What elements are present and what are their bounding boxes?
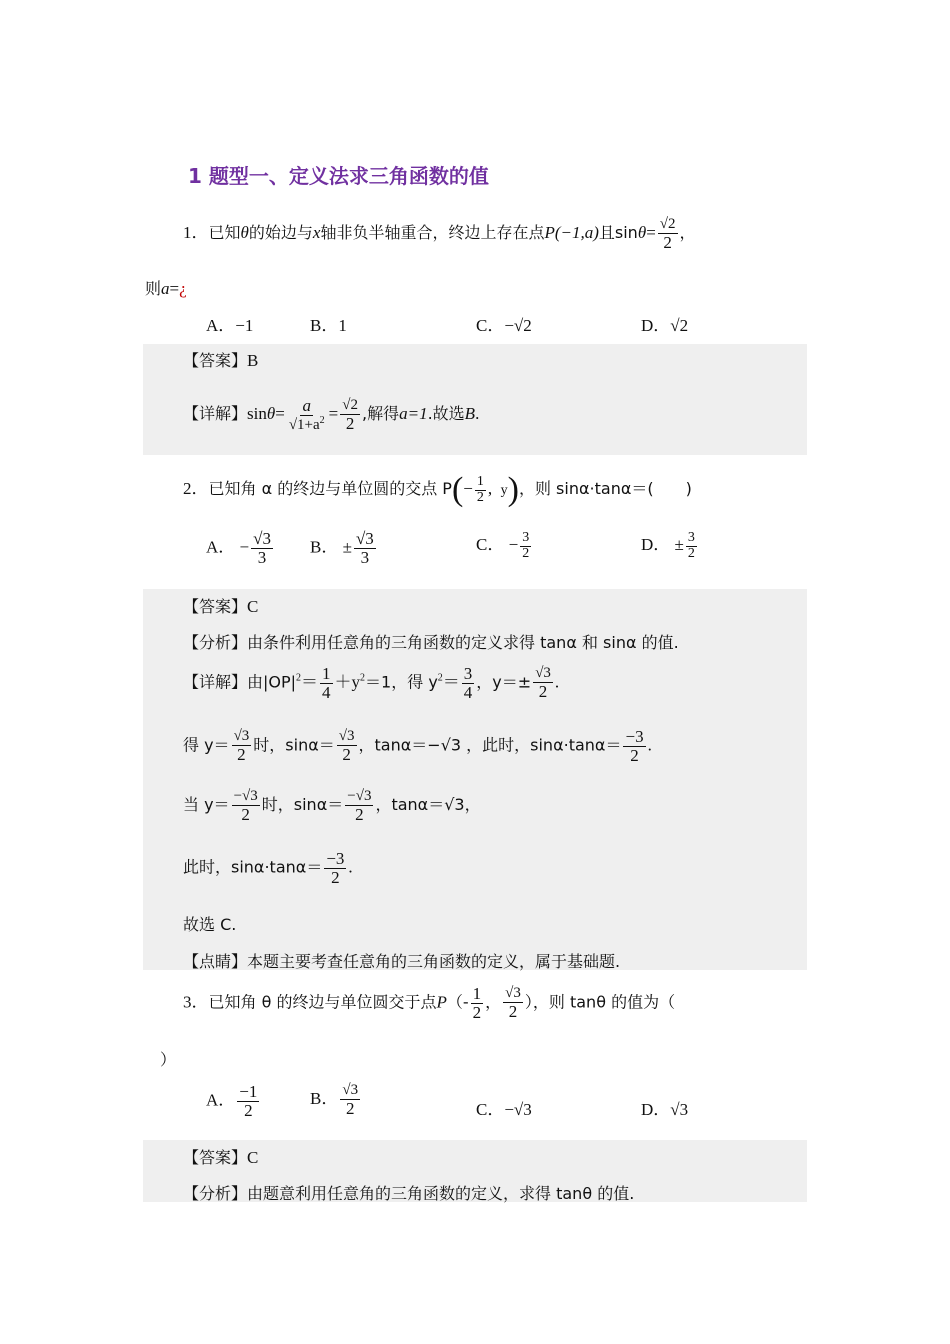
choice-text: −√2 [504, 316, 532, 335]
choice-label: C． [476, 316, 505, 335]
exponent: 2 [319, 414, 325, 426]
frac-num: 3 [687, 529, 695, 545]
q3-stem-close [160, 1047, 176, 1070]
detail-fraction [320, 665, 333, 702]
q3-choice-c [476, 1095, 532, 1120]
choice-sign: − [508, 535, 519, 554]
q1-point: P(−1,a) [544, 223, 599, 243]
q2-detail-line5 [183, 912, 236, 935]
frac-num: −1 [239, 1082, 258, 1101]
choice-label: D． [641, 1100, 671, 1119]
q3-fraction [471, 985, 484, 1022]
q3-text: （- [446, 992, 469, 1012]
frac-num: 1 [472, 984, 482, 1003]
detail-text: ＋y [334, 672, 361, 692]
q1-detail-fraction [287, 397, 327, 434]
q2-point-minus: − [463, 478, 473, 498]
choice-text: −1 [235, 316, 254, 335]
frac-num: √3 [505, 985, 521, 1002]
q3-analysis [183, 1181, 634, 1204]
q3-choice-b [310, 1083, 362, 1118]
frac-den: 2 [472, 1002, 482, 1022]
frac-den: 4 [322, 682, 331, 702]
choice-label: B． [310, 316, 339, 335]
q1-detail-result: a=1 [399, 404, 428, 424]
q2-answer [183, 594, 258, 617]
frac-den: 2 [331, 867, 340, 887]
detail-fraction [232, 729, 252, 764]
detail-text: ，tanα＝√3， [375, 795, 481, 815]
frac-den: √1+a [288, 416, 320, 433]
q1-stem [183, 217, 696, 252]
detail-text: . [554, 672, 560, 692]
exponent: 2 [296, 672, 302, 684]
q3-text: ） [160, 1050, 177, 1069]
q2-text: ，则 sinα·tanα＝( ) [518, 478, 692, 498]
q2-choice-d [641, 530, 699, 561]
frac-den: 2 [342, 744, 351, 764]
frac-den: 3 [360, 547, 370, 567]
q2-stem: 2．已知角 α 的终边与单位圆的交点 P(− $\frac{1}{2}$ , y)，则 sinα·tanα＝( ) [183, 471, 692, 508]
q2-choice-a [206, 530, 275, 567]
q1-text: 已知 [208, 223, 241, 243]
analysis-text: 由题意利用任意角的三角函数的定义，求得 tanθ 的值. [247, 1184, 635, 1203]
frac-den: 2 [237, 744, 246, 764]
frac-den: 2 [241, 804, 250, 824]
answer-value: C [247, 1148, 259, 1167]
q2-detail-line4 [183, 850, 353, 887]
analysis-text: 由条件利用任意角的三角函数的定义求得 tanα 和 sinα 的值. [247, 633, 679, 652]
detail-fraction [337, 729, 357, 764]
q1-choice-c [476, 311, 532, 336]
q1-text: 的始边与 [248, 223, 313, 243]
frac-num: √3 [355, 529, 374, 548]
q1-eq: = [169, 279, 180, 298]
q2-detail-line2 [183, 728, 652, 765]
q1-detail-choice: B [464, 404, 476, 424]
detail-text: ＝1，得 y [365, 672, 438, 692]
answer-value: B [247, 351, 259, 370]
q1-comma: ， [679, 223, 696, 243]
detail-label: 【详解】 [183, 404, 248, 424]
answer-label: 【答案】 [183, 597, 248, 616]
frac-num: −3 [326, 849, 345, 868]
comment-text: 本题主要考查任意角的三角函数的定义，属于基础题. [247, 952, 621, 971]
q3-text: ， [485, 992, 502, 1012]
q1-eq: = [328, 404, 339, 424]
q2-number: 2． [183, 478, 209, 498]
choice-text: √3 [670, 1100, 689, 1119]
q1-detail-sin: sin [247, 404, 267, 424]
choice-fraction [237, 1083, 259, 1120]
q1-detail-dot: . [475, 404, 480, 424]
exponent: 2 [437, 672, 443, 684]
choice-fraction [354, 530, 376, 567]
q2-choice-b [310, 530, 378, 567]
q3-stem [183, 985, 675, 1022]
q1-frac-num: √2 [659, 216, 676, 232]
detail-label: 【详解】 [183, 672, 248, 692]
q2-point-fraction [475, 475, 486, 505]
q1-theta: θ [240, 223, 249, 243]
comment-label: 【点睛】 [183, 952, 248, 971]
detail-text: 得 y＝ [183, 735, 230, 755]
frac-num: 1 [322, 664, 331, 683]
q1-detail-text: ,解得 [362, 404, 400, 424]
q1-frac-den: 2 [663, 232, 672, 252]
q1-fraction [658, 217, 678, 252]
q1-a: a [161, 279, 170, 298]
answer-label: 【答案】 [183, 1148, 248, 1167]
q3-answer [183, 1145, 258, 1168]
detail-text: . [348, 857, 353, 877]
analysis-label: 【分析】 [183, 1184, 248, 1203]
q2-detail-line1 [183, 665, 559, 702]
frac-num: −√3 [233, 788, 258, 804]
frac-num: 1 [476, 473, 484, 489]
q1-stem-line2 [145, 276, 187, 299]
q2-detail-line3 [183, 789, 481, 824]
answer-value: C [247, 597, 259, 616]
choice-label: D． [641, 316, 671, 335]
frac-num: √3 [535, 665, 551, 682]
q1-text: 且sin [598, 223, 638, 243]
q1-detail-fraction-2 [340, 398, 360, 433]
q3-choice-d [641, 1095, 688, 1120]
frac-den: 2 [345, 1098, 355, 1118]
detail-text: . [647, 735, 652, 755]
q3-number: 3． [183, 992, 209, 1012]
choice-text: −√3 [504, 1100, 532, 1119]
detail-text: 此时，sinα·tanα＝ [183, 857, 323, 877]
frac-den: 4 [463, 682, 473, 702]
q3-choice-a [206, 1083, 261, 1120]
q2-text: 已知角 α 的终边与单位圆的交点 P [208, 478, 452, 498]
choice-label: C． [476, 535, 505, 554]
q1-eq: = [646, 223, 656, 243]
choice-label: B． [310, 1089, 339, 1109]
choice-sign: ± [674, 535, 684, 554]
q3-point: P [436, 992, 447, 1012]
detail-text: ＝ [301, 672, 319, 692]
frac-den: 2 [687, 545, 695, 561]
detail-text: 由|OP| [247, 672, 297, 692]
detail-fraction [462, 665, 475, 702]
q1-blank-mark: ¿ [179, 279, 187, 298]
exponent: 2 [360, 672, 366, 684]
q2-analysis [183, 630, 679, 653]
detail-text: 时，sinα＝ [253, 735, 335, 755]
frac-den: 2 [476, 489, 484, 505]
choice-sign: ± [342, 537, 352, 557]
detail-fraction [232, 789, 260, 824]
q1-theta: θ [266, 404, 276, 424]
frac-den: 3 [257, 547, 267, 567]
choice-label: A． [206, 537, 236, 557]
q1-text: 轴非负半轴重合，终边上存在点 [320, 223, 545, 243]
detail-fraction [324, 850, 346, 887]
q1-answer [183, 348, 258, 371]
answer-label: 【答案】 [183, 351, 248, 370]
q1-text: 则 [145, 279, 162, 298]
q1-detail [183, 397, 479, 434]
choice-label: A． [206, 1090, 236, 1110]
q1-number: 1． [183, 223, 209, 243]
choice-sign: − [239, 537, 250, 557]
choice-label: C． [476, 1100, 505, 1119]
choice-fraction [520, 531, 531, 561]
q1-detail-text: .故选 [427, 404, 465, 424]
detail-text: ＝ [442, 672, 460, 692]
frac-num: √2 [342, 397, 358, 413]
q1-choice-b [310, 311, 347, 336]
detail-text: ，y＝± [476, 672, 532, 692]
choice-text: 1 [338, 316, 347, 335]
q2-point-y: y [500, 482, 508, 498]
detail-fraction [533, 666, 553, 701]
detail-text: ，tanα＝−√3 ，此时，sinα·tanα＝ [358, 735, 622, 755]
frac-num: −√3 [347, 788, 372, 804]
q2-choice-c [476, 530, 533, 561]
q3-text: ），则 tanθ 的值为（ [524, 992, 676, 1012]
frac-den: 2 [538, 681, 548, 701]
detail-text: 故选 C. [183, 915, 237, 934]
frac-den: 2 [345, 413, 355, 433]
frac-num: 3 [463, 664, 473, 683]
q3-fraction [503, 986, 523, 1021]
section-title: 1 题型一、定义法求三角函数的值 [188, 164, 489, 188]
q2-comment [183, 949, 620, 972]
choice-label: A． [206, 316, 236, 335]
detail-text: 当 y＝ [183, 795, 230, 815]
frac-den: 2 [244, 1100, 253, 1120]
frac-num: √3 [342, 1082, 359, 1098]
choice-fraction [251, 530, 273, 567]
q3-text: 已知角 θ 的终边与单位圆交于点 [208, 992, 437, 1012]
frac-num: √3 [253, 529, 271, 548]
q1-x: x [312, 223, 321, 243]
frac-num: 3 [522, 529, 530, 545]
choice-label: D． [641, 535, 671, 554]
frac-den: 2 [522, 545, 530, 561]
frac-den: 2 [508, 1001, 518, 1021]
choice-text: √2 [670, 316, 689, 335]
frac-num: √3 [233, 728, 250, 745]
choice-fraction [686, 531, 697, 561]
analysis-label: 【分析】 [183, 633, 248, 652]
detail-text: 时，sinα＝ [261, 795, 344, 815]
choice-label: B． [310, 537, 339, 557]
frac-num: −3 [625, 727, 644, 746]
detail-fraction [345, 789, 373, 824]
q1-eq: = [275, 404, 285, 424]
frac-den: 2 [630, 745, 639, 765]
frac-num: a [302, 396, 311, 415]
choice-fraction [340, 1083, 360, 1118]
q1-theta: θ [637, 223, 647, 243]
detail-fraction [623, 728, 645, 765]
frac-den: 2 [355, 804, 364, 824]
frac-num: √3 [338, 728, 355, 745]
q1-choice-d [641, 311, 688, 336]
q1-choice-a [206, 311, 253, 336]
